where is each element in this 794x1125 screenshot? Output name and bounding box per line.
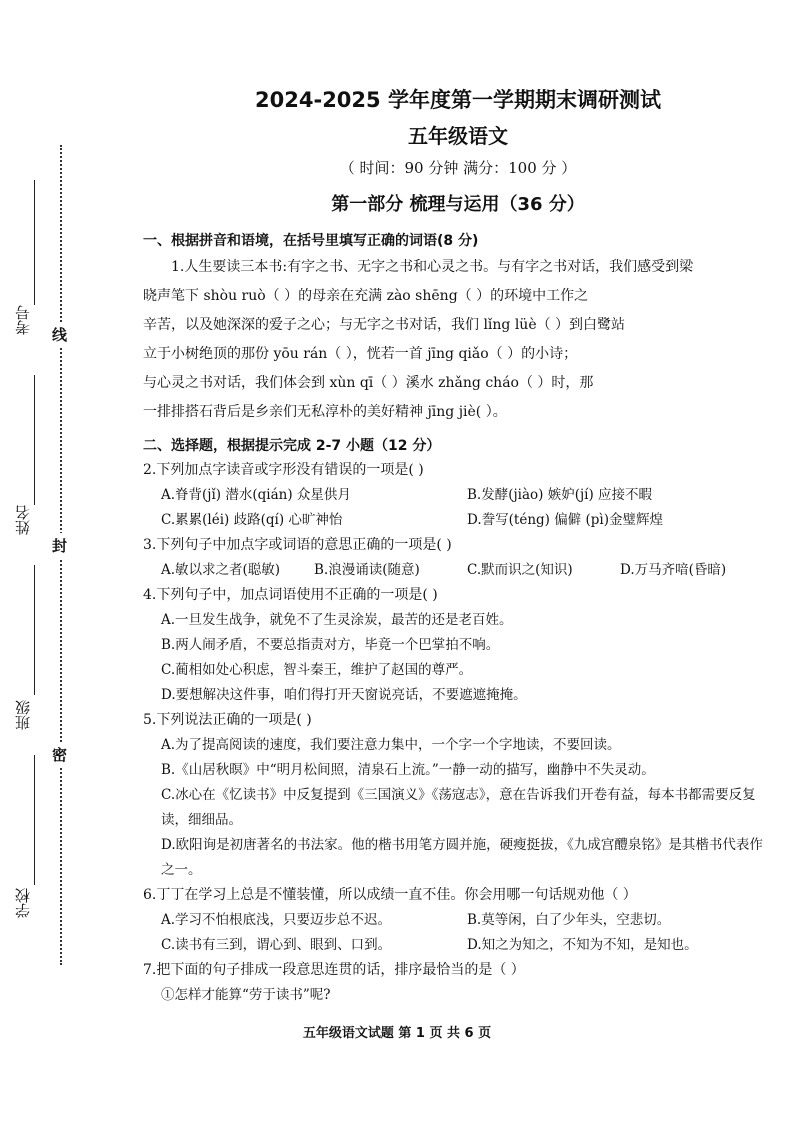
q2-options-row (143, 483, 773, 508)
section1-line: 辛苦，以及她深深的爱子之心；与无字之书对话，我们 lǐng lüè（ ）到白鹭站 (143, 317, 626, 333)
question-6: 6.丁丁在学习上总是不懂装懂，所以成绩一直不佳。你会用哪一句话规劝他（ ） (143, 887, 637, 903)
seal-mark-feng: 封 (52, 533, 67, 558)
school-label: 学校 (14, 888, 32, 918)
class-label: 班级 (14, 700, 32, 730)
q5-option-d: D.欧阳询是初唐著名的书法家。他的楷书用笔方圆并施，硬瘦挺拔，《九成宫醴泉铭》是其楷书代表作之一。 (161, 837, 763, 878)
q3-option-c: C.默而识之(知识) (467, 562, 573, 578)
exam-meta: （ 时间：90 分钟 满分：100 分 ） (339, 159, 577, 177)
section2-heading: 二、选择题，根据提示完成 2-7 小题（12 分） (143, 438, 441, 454)
question-7: 7.把下面的句子排成一段意思连贯的话，排序最恰当的是（ ） (143, 962, 525, 978)
q5-option-c: C.冰心在《忆读书》中反复提到《三国演义》《荡寇志》，意在告诉我们开卷有益，每本书都需要反复读，细细品。 (161, 787, 756, 828)
name-label: 姓名 (14, 505, 32, 535)
name-line (34, 375, 35, 505)
q3-option-b: B.浪漫诵读(随意) (314, 562, 420, 578)
q6-option-d: D.知之为知之，不知为不知，是知也。 (467, 937, 698, 953)
seal-mark-line: 线 (52, 322, 67, 347)
q5-option-b: B.《山居秋暝》中“明月松间照，清泉石上流。”一静一动的描写，幽静中不失灵动。 (161, 762, 655, 778)
section1-line: 与心灵之书对话，我们体会到 xùn qī（ ）溪水 zhǎng cháo（ ）时，那 (143, 375, 594, 391)
question-4: 4.下列句子中，加点词语使用不正确的一项是( ) (143, 587, 438, 603)
q3-option-d: D.万马齐喑(昏暗) (620, 562, 727, 578)
binding-margin (0, 0, 130, 1125)
page-footer: 五年级语文试题 第 1 页 共 6 页 (302, 1026, 492, 1041)
q7-sentence-1: ①怎样才能算“劳于读书”呢? (161, 987, 331, 1003)
exam-subtitle: 五年级语文 (408, 124, 508, 148)
q3-option-a: A.敏以求之者(聪敏) (161, 562, 281, 578)
q2-option-d: D.誊写(téng) 偏僻 (pì)金璧辉煌 (467, 512, 663, 528)
seal-mark-mi: 密 (52, 742, 67, 767)
q6-options-row (143, 908, 773, 933)
q4-option-b: B.两人闹矛盾，不要总指责对方，毕竟一个巴掌拍不响。 (161, 637, 500, 653)
section1-line: 一排排搭石背后是乡亲们无私淳朴的美好精神 jīng jiè( ）。 (143, 404, 507, 420)
q2-option-a: A.脊背(jǐ) 潜水(qián) 众星供月 (161, 487, 351, 503)
q2-options-row (143, 508, 773, 533)
section1-line: 1.人生要读三本书:有字之书、无字之书和心灵之书。与有字之书对话，我们感受到梁 (171, 259, 694, 275)
q6-options-row (143, 933, 773, 958)
q2-option-b: B.发酵(jiào) 嫉妒(jí) 应接不暇 (467, 487, 653, 503)
q4-option-c: C.蔺相如处心积虑，智斗秦王，维护了赵国的尊严。 (161, 662, 473, 678)
section1-line: 晓声笔下 shòu ruò（ ）的母亲在充满 zào shēng（ ）的环境中工作之 (143, 288, 589, 304)
exam-no-line (34, 180, 35, 305)
q6-option-b: B.莫等闲，白了少年头，空悲切。 (467, 912, 671, 928)
school-line (34, 755, 35, 885)
q2-option-c: C.累累(léi) 歧路(qí) 心旷神怡 (161, 512, 343, 528)
exam-content (143, 80, 773, 1008)
section1-line: 立于小树绝顶的那份 yōu rán（ ），恍若一首 jīng qiǎo（ ）的小诗； (143, 346, 578, 362)
part-heading: 第一部分 梳理与运用（36 分） (331, 194, 585, 215)
q6-option-a: A.学习不怕根底浅，只要迈步总不迟。 (161, 912, 392, 928)
q6-option-c: C.读书有三到，谓心到、眼到、口到。 (161, 937, 392, 953)
question-2: 2.下列加点字读音或字形没有错误的一项是( ) (143, 462, 424, 478)
exam-no-label: 考号 (14, 305, 32, 335)
q5-option-a: A.为了提高阅读的速度，我们要注意力集中，一个字一个字地读，不要回读。 (161, 737, 621, 753)
question-5: 5.下列说法正确的一项是( ) (143, 712, 312, 728)
exam-title: 2024-2025 学年度第一学期期末调研测试 (255, 88, 661, 112)
q3-options-row (143, 558, 773, 583)
q4-option-a: A.一旦发生战争，就免不了生灵涂炭，最苦的还是老百姓。 (161, 612, 513, 628)
section1-heading: 一、根据拼音和语境，在括号里填写正确的词语(8 分) (143, 233, 479, 249)
q4-option-d: D.要想解决这件事，咱们得打开天窗说亮话，不要遮遮掩掩。 (161, 687, 527, 703)
class-line (34, 565, 35, 695)
question-3: 3.下列句子中加点字或词语的意思正确的一项是( ) (143, 537, 452, 553)
